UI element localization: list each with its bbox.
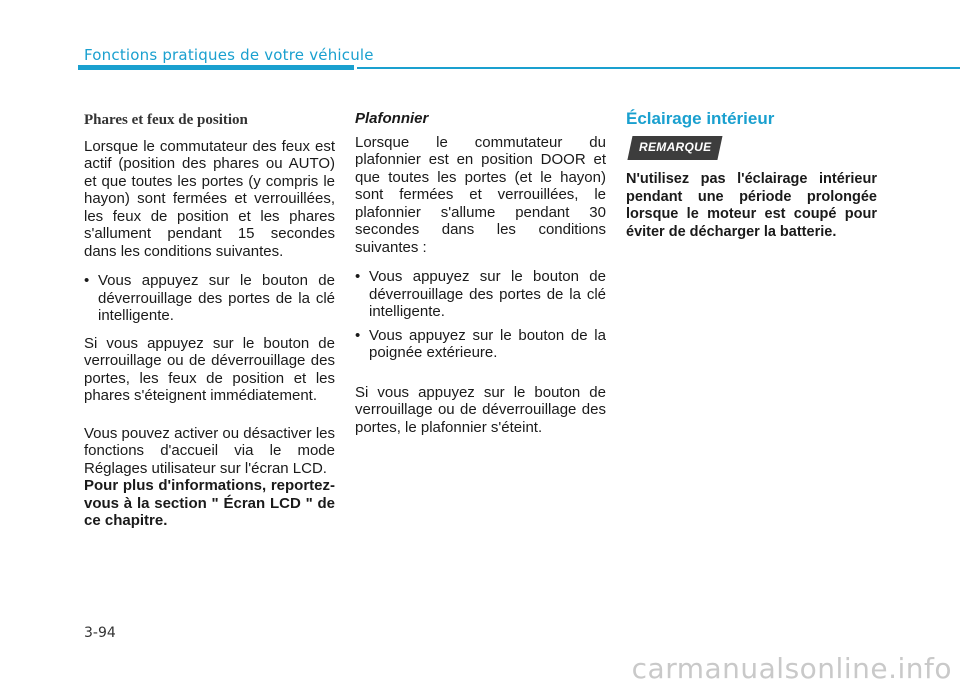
paragraph-phares-intro: Lorsque le commutateur des feux est actif (position des phares ou AUTO) et que toutes les portes (y compris le hayon) sont fermées et verrouillées, les feux de position et les phares s'allument pendant 15 secondes dans les conditions suivantes. [84,137,335,260]
bullet-icon: • [355,326,361,344]
paragraph-plafonnier-off: Si vous appuyez sur le bouton de verrouillage ou de déverrouillage des portes, le plafonnier s'éteint. [355,383,606,436]
bullet-icon: • [355,268,361,285]
paragraph-accueil-reference: Pour plus d'informations, reportez-vous à la section " Écran LCD " de ce chapitre. [84,477,335,529]
column-left [84,110,335,542]
bullet-text: Vous appuyez sur le bouton de déverrouillage des portes de la clé intelligente. [369,268,606,320]
remarque-badge-label: REMARQUE [639,139,712,154]
list-item [355,268,606,321]
section-header-title: Fonctions pratiques de votre véhicule [84,46,374,64]
page-number: 3-94 [84,625,116,641]
heading-plafonnier: Plafonnier [355,110,429,127]
bullet-icon: • [84,272,90,289]
watermark: carmanualsonline.info [631,652,952,685]
bullet-text: Vous appuyez sur le bouton de déverrouillage des portes de la clé intelligente. [98,272,335,324]
paragraph-accueil: Vous pouvez activer ou désactiver les fonctions d'accueil via le mode Réglages utilisateur sur l'écran LCD. [84,424,335,477]
paragraph-phares-off: Si vous appuyez sur le bouton de verrouillage ou de déverrouillage des portes, les feux de position et les phares s'éteignent immédiatement. [84,334,335,404]
heading-eclairage-interieur: Éclairage intérieur [626,109,775,128]
remarque-note: N'utilisez pas l'éclairage intérieur pendant une période prolongée lorsque le moteur est coupé pour éviter de décharger la batterie. [626,171,877,240]
header-rule-thick [78,65,354,70]
list-item [355,327,606,362]
bullet-text: Vous appuyez sur le bouton de la poignée extérieure. [369,326,606,361]
column-right [626,110,877,253]
column-middle [355,110,606,448]
header-rule-thin [357,67,960,69]
list-item [84,272,335,325]
paragraph-plafonnier-intro: Lorsque le commutateur du plafonnier est en position DOOR et que toutes les portes (et le hayon) sont fermées et verrouillées, le plafonnier s'allume pendant 30 secondes dans les conditions suivantes : [355,133,606,256]
remarque-badge [628,136,723,160]
heading-phares: Phares et feux de position [84,112,248,128]
